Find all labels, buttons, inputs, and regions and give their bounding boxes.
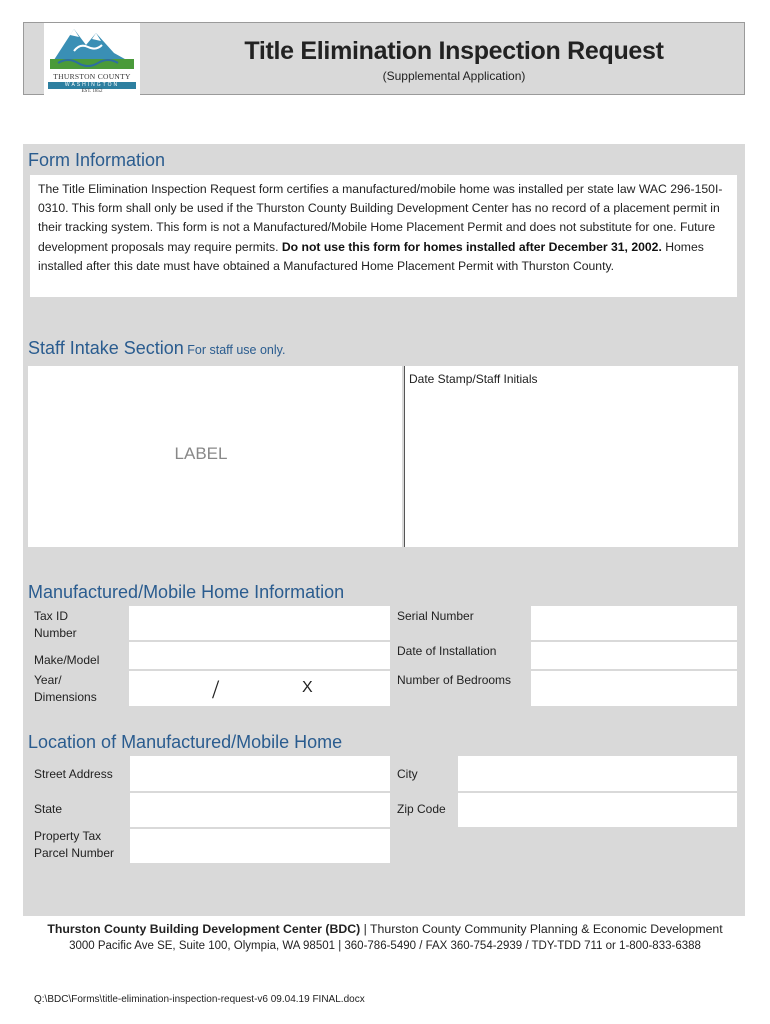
dimension-x-separator: X xyxy=(302,679,313,696)
form-information-heading: Form Information xyxy=(28,150,166,170)
label-placeholder: LABEL xyxy=(174,444,228,463)
home-information-heading: Manufactured/Mobile Home Information xyxy=(28,582,345,602)
label-area xyxy=(28,366,402,547)
document-path: Q:\BDC\Forms\title-elimination-inspection-request-v6 09.04.19 FINAL.docx xyxy=(34,994,365,1005)
form-information-text xyxy=(30,175,737,297)
number-of-bedrooms-input[interactable] xyxy=(531,671,737,706)
info-text-bold: Do not use this form for homes installed after December 31, 2002. xyxy=(281,239,662,254)
date-stamp-area xyxy=(404,366,738,547)
mountain-logo-icon xyxy=(44,23,140,73)
logo-est-text: EST. 1852 xyxy=(81,89,103,94)
serial-number-label: Serial Number xyxy=(397,609,474,623)
location-grid xyxy=(28,756,737,864)
date-of-installation-label: Date of Installation xyxy=(397,644,497,658)
state-label: State xyxy=(34,802,63,816)
zip-code-input[interactable] xyxy=(458,793,737,827)
staff-intake-area xyxy=(28,366,737,547)
year-dimension-slash: / xyxy=(212,675,220,704)
zip-code-label: Zip Code xyxy=(397,802,446,816)
county-logo xyxy=(44,23,140,95)
info-text-part-2: Homes installed after this date must have obtained a Manufactured Home Placement Permit with Thurston County. xyxy=(38,239,704,273)
tax-id-label: Tax ID Number xyxy=(34,609,77,640)
year-dimensions-input[interactable] xyxy=(129,671,390,706)
location-heading: Location of Manufactured/Mobile Home xyxy=(28,732,343,752)
city-input[interactable] xyxy=(458,756,737,791)
footer-department: | Thurston County Community Planning & Economic Development xyxy=(360,922,723,936)
footer-address: 3000 Pacific Ave SE, Suite 100, Olympia, WA 98501 | 360-786-5490 / FAX 360-754-2939 / TDY-TDD 711 or 1-800-833-6388 xyxy=(69,940,701,952)
footer-bdc-name: Thurston County Building Development Center (BDC) xyxy=(47,922,361,936)
page-subtitle: (Supplemental Application) xyxy=(382,69,526,83)
parcel-number-label: Property Tax Parcel Number xyxy=(34,829,115,860)
logo-band-text: WASHINGTON xyxy=(48,82,136,89)
number-of-bedrooms-label: Number of Bedrooms xyxy=(397,673,512,687)
info-text-part-1: The Title Elimination Inspection Request form certifies a manufactured/mobile home was installed per state law WAC 296-150I-0310. This form shall only be used if the Thurston County Building Development Center has no record of a placement permit in their tracking system. This form is not a Manufactured/Mobile Home Placement Permit and does not substitute for one. Future development proposals may require permits. xyxy=(38,182,723,254)
state-input[interactable] xyxy=(130,793,390,827)
home-information-grid xyxy=(28,606,737,706)
page-header xyxy=(23,22,745,95)
staff-intake-heading xyxy=(28,338,285,359)
staff-intake-title: Staff Intake Section xyxy=(28,338,184,358)
make-model-input[interactable] xyxy=(129,642,390,669)
city-label: City xyxy=(397,767,418,781)
serial-number-input[interactable] xyxy=(531,606,737,640)
date-stamp-label: Date Stamp/Staff Initials xyxy=(409,372,538,386)
street-address-label: Street Address xyxy=(34,767,113,781)
date-of-installation-input[interactable] xyxy=(531,642,737,669)
year-dimensions-label: Year/ Dimensions xyxy=(34,673,97,704)
street-address-input[interactable] xyxy=(130,756,390,791)
page-title: Title Elimination Inspection Request xyxy=(244,37,664,65)
staff-intake-note: For staff use only. xyxy=(183,343,286,357)
footer-organization xyxy=(10,922,760,936)
logo-county-name: THURSTON COUNTY xyxy=(53,72,131,81)
tax-id-input[interactable] xyxy=(129,606,390,640)
form-panel xyxy=(23,144,745,916)
make-model-label: Make/Model xyxy=(34,653,100,667)
parcel-number-input[interactable] xyxy=(130,829,390,863)
